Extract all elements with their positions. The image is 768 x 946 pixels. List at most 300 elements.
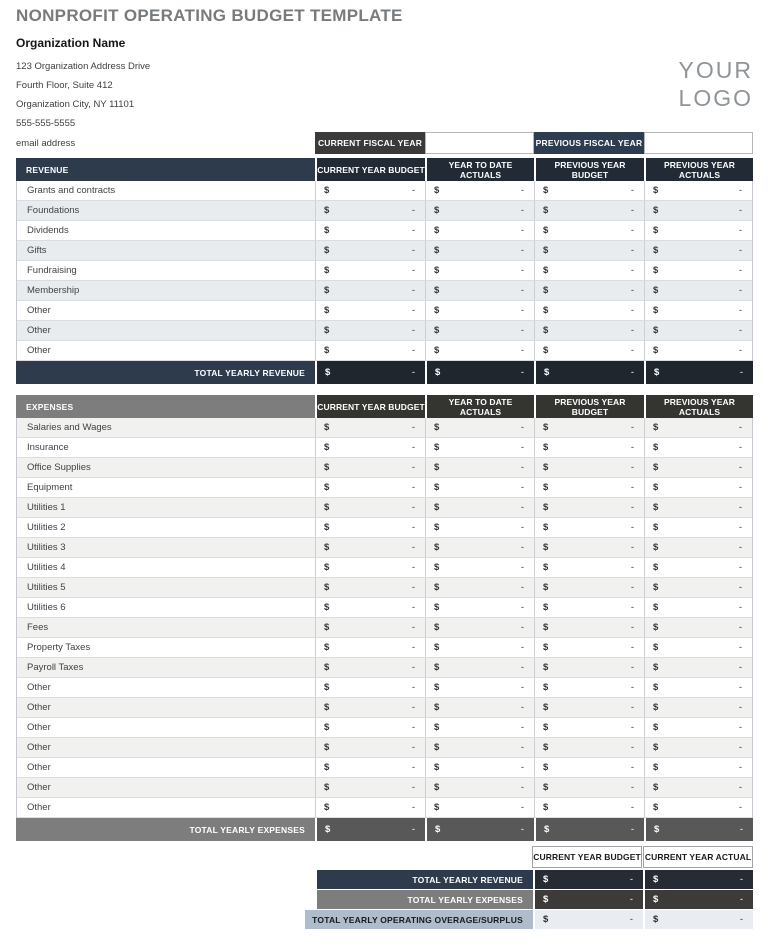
- revenue-amount-cell[interactable]: [534, 201, 644, 220]
- revenue-amount-cell[interactable]: [644, 221, 752, 240]
- revenue-amount-cell[interactable]: [644, 181, 752, 200]
- revenue-amount-cell[interactable]: [425, 221, 534, 240]
- currency-symbol: $: [434, 582, 440, 593]
- currency-symbol: $: [324, 602, 330, 613]
- expenses-row: [17, 498, 752, 518]
- expenses-amount-cell[interactable]: [425, 438, 534, 457]
- expenses-amount-cell[interactable]: [315, 518, 425, 537]
- expenses-amount-cell[interactable]: [644, 778, 752, 797]
- expenses-row-label: Payroll Taxes: [27, 662, 84, 673]
- expenses-amount-cell[interactable]: [534, 498, 644, 517]
- expenses-amount-cell[interactable]: [644, 538, 752, 557]
- current-fiscal-year-label: CURRENT FISCAL YEAR: [315, 132, 425, 154]
- expenses-total-amount-cell: [534, 818, 644, 841]
- empty-amount: -: [411, 345, 415, 356]
- expenses-amount-cell[interactable]: [315, 538, 425, 557]
- currency-symbol: $: [434, 265, 440, 276]
- expenses-amount-cell[interactable]: [644, 498, 752, 517]
- revenue-amount-cell[interactable]: [534, 181, 644, 200]
- empty-amount: -: [630, 205, 634, 216]
- expenses-amount-cell[interactable]: [534, 418, 644, 437]
- previous-fiscal-year-input[interactable]: [644, 132, 753, 154]
- revenue-col-header-current-budget: CURRENT YEAR BUDGET: [315, 158, 425, 181]
- expenses-amount-cell[interactable]: [425, 538, 534, 557]
- empty-amount: -: [738, 502, 742, 513]
- empty-amount: -: [411, 802, 415, 813]
- empty-amount: -: [630, 225, 634, 236]
- revenue-amount-cell[interactable]: [534, 281, 644, 300]
- empty-amount: -: [630, 325, 634, 336]
- revenue-amount-cell[interactable]: [315, 281, 425, 300]
- organization-phone: 555-555-5555: [16, 118, 76, 129]
- currency-symbol: $: [324, 802, 330, 813]
- revenue-row: [17, 341, 752, 361]
- revenue-body: [16, 181, 753, 361]
- expenses-amount-cell[interactable]: [644, 618, 752, 637]
- fiscal-year-row: [16, 132, 753, 154]
- revenue-amount-cell[interactable]: [644, 301, 752, 320]
- revenue-total-row: [16, 361, 753, 384]
- currency-symbol: $: [434, 622, 440, 633]
- logo-placeholder: [679, 56, 753, 112]
- expenses-amount-cell[interactable]: [644, 638, 752, 657]
- expenses-amount-cell[interactable]: [534, 538, 644, 557]
- empty-amount: -: [520, 205, 524, 216]
- expenses-row: [17, 778, 752, 798]
- currency-symbol: $: [653, 662, 659, 673]
- empty-amount: -: [520, 562, 524, 573]
- summary-row-total-expenses: [16, 890, 753, 910]
- currency-symbol: $: [434, 742, 440, 753]
- expenses-amount-cell[interactable]: [425, 658, 534, 677]
- revenue-amount-cell[interactable]: [315, 221, 425, 240]
- revenue-col-header-previous-budget: PREVIOUS YEAR BUDGET: [534, 158, 644, 181]
- revenue-row: [17, 261, 752, 281]
- revenue-row: [17, 281, 752, 301]
- empty-amount: -: [411, 742, 415, 753]
- currency-symbol: $: [325, 367, 331, 378]
- expenses-amount-cell[interactable]: [644, 798, 752, 817]
- expenses-amount-cell[interactable]: [315, 798, 425, 817]
- empty-amount: -: [738, 642, 742, 653]
- expenses-section-header: EXPENSES: [16, 395, 315, 418]
- previous-fiscal-year-label: PREVIOUS FISCAL YEAR: [534, 132, 644, 154]
- expenses-amount-cell[interactable]: [534, 598, 644, 617]
- currency-symbol: $: [434, 442, 440, 453]
- expenses-amount-cell[interactable]: [644, 698, 752, 717]
- currency-symbol: $: [543, 285, 549, 296]
- empty-amount: -: [739, 367, 743, 378]
- empty-amount: -: [630, 522, 634, 533]
- empty-amount: -: [739, 914, 743, 925]
- expenses-amount-cell[interactable]: [425, 758, 534, 777]
- revenue-row: [17, 301, 752, 321]
- empty-amount: -: [411, 642, 415, 653]
- revenue-amount-cell[interactable]: [644, 241, 752, 260]
- expenses-amount-cell[interactable]: [315, 718, 425, 737]
- expenses-amount-cell[interactable]: [534, 618, 644, 637]
- empty-amount: -: [738, 245, 742, 256]
- empty-amount: -: [629, 914, 633, 925]
- currency-symbol: $: [434, 185, 440, 196]
- expenses-amount-cell[interactable]: [644, 718, 752, 737]
- revenue-section-header: REVENUE: [16, 158, 315, 181]
- expenses-amount-cell[interactable]: [315, 758, 425, 777]
- empty-amount: -: [520, 367, 524, 378]
- expenses-amount-cell[interactable]: [534, 738, 644, 757]
- expenses-amount-cell[interactable]: [425, 518, 534, 537]
- revenue-amount-cell[interactable]: [644, 281, 752, 300]
- expenses-amount-cell[interactable]: [534, 678, 644, 697]
- expenses-amount-cell[interactable]: [534, 518, 644, 537]
- revenue-amount-cell[interactable]: [534, 261, 644, 280]
- empty-amount: -: [520, 742, 524, 753]
- empty-amount: -: [520, 824, 524, 835]
- currency-symbol: $: [324, 245, 330, 256]
- currency-symbol: $: [434, 682, 440, 693]
- summary-row-total-revenue: [16, 870, 753, 890]
- expenses-table: [16, 395, 753, 841]
- expenses-amount-cell[interactable]: [644, 478, 752, 497]
- expenses-amount-cell[interactable]: [534, 698, 644, 717]
- expenses-row: [17, 478, 752, 498]
- currency-symbol: $: [325, 824, 331, 835]
- empty-amount: -: [739, 824, 743, 835]
- currency-symbol: $: [653, 602, 659, 613]
- expenses-amount-cell[interactable]: [644, 658, 752, 677]
- empty-amount: -: [630, 345, 634, 356]
- revenue-total-amount-cell: [425, 361, 534, 384]
- expenses-amount-cell[interactable]: [425, 738, 534, 757]
- expenses-amount-cell[interactable]: [425, 458, 534, 477]
- expenses-amount-cell[interactable]: [644, 558, 752, 577]
- revenue-amount-cell[interactable]: [425, 281, 534, 300]
- expenses-row-label: Other: [27, 682, 51, 693]
- empty-amount: -: [630, 422, 634, 433]
- currency-symbol: $: [653, 345, 659, 356]
- currency-symbol: $: [544, 367, 550, 378]
- empty-amount: -: [520, 662, 524, 673]
- empty-amount: -: [411, 762, 415, 773]
- empty-amount: -: [630, 285, 634, 296]
- expenses-amount-cell[interactable]: [425, 638, 534, 657]
- expenses-amount-cell[interactable]: [425, 498, 534, 517]
- currency-symbol: $: [543, 482, 549, 493]
- expenses-amount-cell[interactable]: [534, 758, 644, 777]
- expenses-amount-cell[interactable]: [315, 658, 425, 677]
- empty-amount: -: [738, 702, 742, 713]
- empty-amount: -: [520, 325, 524, 336]
- expenses-col-header-ytd-actuals: YEAR TO DATE ACTUALS: [425, 395, 534, 418]
- currency-symbol: $: [434, 762, 440, 773]
- currency-symbol: $: [653, 245, 659, 256]
- expenses-amount-cell[interactable]: [425, 798, 534, 817]
- revenue-amount-cell[interactable]: [425, 321, 534, 340]
- expenses-amount-cell[interactable]: [644, 578, 752, 597]
- organization-address-line1: 123 Organization Address Drive: [16, 61, 151, 72]
- revenue-amount-cell[interactable]: [534, 301, 644, 320]
- expenses-amount-cell[interactable]: [315, 458, 425, 477]
- currency-symbol: $: [543, 802, 549, 813]
- empty-amount: -: [411, 205, 415, 216]
- expenses-amount-cell[interactable]: [315, 418, 425, 437]
- currency-symbol: $: [543, 245, 549, 256]
- expenses-amount-cell[interactable]: [644, 418, 752, 437]
- expenses-amount-cell[interactable]: [315, 558, 425, 577]
- revenue-amount-cell[interactable]: [534, 221, 644, 240]
- currency-symbol: $: [324, 622, 330, 633]
- empty-amount: -: [520, 225, 524, 236]
- expenses-row-label: Utilities 4: [27, 562, 66, 573]
- revenue-amount-cell[interactable]: [315, 241, 425, 260]
- currency-symbol: $: [543, 642, 549, 653]
- revenue-total-label: TOTAL YEARLY REVENUE: [16, 361, 315, 384]
- current-fiscal-year-input[interactable]: [425, 132, 534, 154]
- empty-amount: -: [738, 285, 742, 296]
- currency-symbol: $: [653, 894, 659, 905]
- currency-symbol: $: [543, 422, 549, 433]
- revenue-row-label: Grants and contracts: [27, 185, 116, 196]
- currency-symbol: $: [434, 205, 440, 216]
- empty-amount: -: [738, 722, 742, 733]
- expenses-row: [17, 558, 752, 578]
- expenses-row: [17, 418, 752, 438]
- currency-symbol: $: [543, 325, 549, 336]
- expenses-row-label: Utilities 5: [27, 582, 66, 593]
- currency-symbol: $: [653, 462, 659, 473]
- expenses-amount-cell[interactable]: [644, 518, 752, 537]
- revenue-total-amount-cell: [534, 361, 644, 384]
- empty-amount: -: [411, 622, 415, 633]
- revenue-row-label: Foundations: [27, 205, 80, 216]
- expenses-amount-cell[interactable]: [534, 478, 644, 497]
- empty-amount: -: [738, 662, 742, 673]
- revenue-row-label: Gifts: [27, 245, 47, 256]
- empty-amount: -: [739, 874, 743, 885]
- revenue-row-label: Membership: [27, 285, 80, 296]
- expenses-amount-cell[interactable]: [534, 718, 644, 737]
- empty-amount: -: [411, 185, 415, 196]
- currency-symbol: $: [324, 502, 330, 513]
- empty-amount: -: [520, 502, 524, 513]
- expenses-amount-cell[interactable]: [425, 478, 534, 497]
- empty-amount: -: [738, 582, 742, 593]
- currency-symbol: $: [543, 782, 549, 793]
- expenses-amount-cell[interactable]: [425, 558, 534, 577]
- empty-amount: -: [520, 582, 524, 593]
- expenses-amount-cell[interactable]: [534, 558, 644, 577]
- empty-amount: -: [630, 642, 634, 653]
- summary-row-overage-surplus: [16, 910, 753, 930]
- expenses-row: [17, 718, 752, 738]
- empty-amount: -: [411, 562, 415, 573]
- expenses-row-label: Utilities 3: [27, 542, 66, 553]
- revenue-amount-cell[interactable]: [315, 321, 425, 340]
- expenses-amount-cell[interactable]: [644, 458, 752, 477]
- empty-amount: -: [630, 762, 634, 773]
- expenses-amount-cell[interactable]: [425, 418, 534, 437]
- empty-amount: -: [738, 742, 742, 753]
- currency-symbol: $: [543, 762, 549, 773]
- revenue-amount-cell[interactable]: [534, 341, 644, 360]
- currency-symbol: $: [653, 482, 659, 493]
- currency-symbol: $: [543, 894, 549, 905]
- currency-symbol: $: [434, 245, 440, 256]
- expenses-row: [17, 698, 752, 718]
- empty-amount: -: [630, 802, 634, 813]
- revenue-total-amount-cell: [315, 361, 425, 384]
- currency-symbol: $: [543, 185, 549, 196]
- expenses-row: [17, 738, 752, 758]
- empty-amount: -: [738, 305, 742, 316]
- empty-amount: -: [520, 245, 524, 256]
- revenue-row-label: Fundraising: [27, 265, 77, 276]
- empty-amount: -: [411, 225, 415, 236]
- empty-amount: -: [738, 522, 742, 533]
- currency-symbol: $: [654, 824, 660, 835]
- expenses-amount-cell[interactable]: [534, 578, 644, 597]
- empty-amount: -: [738, 185, 742, 196]
- revenue-amount-cell[interactable]: [425, 201, 534, 220]
- currency-symbol: $: [543, 914, 549, 925]
- empty-amount: -: [520, 305, 524, 316]
- empty-amount: -: [630, 702, 634, 713]
- revenue-amount-cell[interactable]: [315, 201, 425, 220]
- empty-amount: -: [411, 502, 415, 513]
- currency-symbol: $: [653, 502, 659, 513]
- revenue-amount-cell[interactable]: [644, 201, 752, 220]
- expenses-amount-cell[interactable]: [315, 778, 425, 797]
- currency-symbol: $: [654, 367, 660, 378]
- revenue-amount-cell[interactable]: [534, 241, 644, 260]
- revenue-amount-cell[interactable]: [315, 261, 425, 280]
- expenses-row-label: Other: [27, 702, 51, 713]
- expenses-amount-cell[interactable]: [315, 498, 425, 517]
- empty-amount: -: [411, 682, 415, 693]
- expenses-row-label: Office Supplies: [27, 462, 91, 473]
- empty-amount: -: [738, 542, 742, 553]
- currency-symbol: $: [324, 185, 330, 196]
- expenses-amount-cell[interactable]: [425, 678, 534, 697]
- currency-symbol: $: [434, 602, 440, 613]
- expenses-row-label: Utilities 1: [27, 502, 66, 513]
- expenses-amount-cell[interactable]: [315, 438, 425, 457]
- empty-amount: -: [520, 702, 524, 713]
- revenue-amount-cell[interactable]: [425, 261, 534, 280]
- revenue-table: [16, 158, 753, 384]
- currency-symbol: $: [653, 522, 659, 533]
- revenue-row-label: Other: [27, 305, 51, 316]
- expenses-amount-cell[interactable]: [315, 698, 425, 717]
- expenses-amount-cell[interactable]: [534, 438, 644, 457]
- empty-amount: -: [411, 482, 415, 493]
- expenses-amount-cell[interactable]: [315, 638, 425, 657]
- empty-amount: -: [630, 482, 634, 493]
- expenses-amount-cell[interactable]: [315, 738, 425, 757]
- revenue-amount-cell[interactable]: [644, 321, 752, 340]
- currency-symbol: $: [324, 462, 330, 473]
- empty-amount: -: [411, 422, 415, 433]
- currency-symbol: $: [543, 662, 549, 673]
- revenue-amount-cell[interactable]: [425, 301, 534, 320]
- currency-symbol: $: [543, 682, 549, 693]
- currency-symbol: $: [653, 442, 659, 453]
- expenses-row-label: Other: [27, 762, 51, 773]
- email-address-label: email address: [16, 137, 76, 149]
- revenue-amount-cell[interactable]: [315, 181, 425, 200]
- expenses-amount-cell[interactable]: [425, 778, 534, 797]
- expenses-amount-cell[interactable]: [534, 658, 644, 677]
- revenue-amount-cell[interactable]: [315, 341, 425, 360]
- expenses-row-label: Equipment: [27, 482, 73, 493]
- currency-symbol: $: [543, 742, 549, 753]
- expenses-amount-cell[interactable]: [315, 618, 425, 637]
- expenses-amount-cell[interactable]: [315, 478, 425, 497]
- empty-amount: -: [630, 305, 634, 316]
- currency-symbol: $: [543, 702, 549, 713]
- expenses-amount-cell[interactable]: [425, 598, 534, 617]
- currency-symbol: $: [653, 305, 659, 316]
- expenses-amount-cell[interactable]: [425, 718, 534, 737]
- organization-name: Organization Name: [16, 36, 126, 50]
- expenses-amount-cell[interactable]: [315, 578, 425, 597]
- currency-symbol: $: [543, 205, 549, 216]
- expenses-amount-cell[interactable]: [644, 678, 752, 697]
- currency-symbol: $: [434, 325, 440, 336]
- expenses-amount-cell[interactable]: [425, 698, 534, 717]
- empty-amount: -: [411, 285, 415, 296]
- revenue-amount-cell[interactable]: [425, 341, 534, 360]
- currency-symbol: $: [543, 305, 549, 316]
- expenses-amount-cell[interactable]: [534, 778, 644, 797]
- expenses-amount-cell[interactable]: [534, 458, 644, 477]
- expenses-amount-cell[interactable]: [315, 678, 425, 697]
- expenses-amount-cell[interactable]: [534, 638, 644, 657]
- expenses-amount-cell[interactable]: [644, 758, 752, 777]
- currency-symbol: $: [434, 722, 440, 733]
- expenses-amount-cell[interactable]: [644, 738, 752, 757]
- revenue-col-header-previous-actuals: PREVIOUS YEAR ACTUALS: [644, 158, 753, 181]
- expenses-total-amount-cell: [644, 818, 753, 841]
- currency-symbol: $: [653, 742, 659, 753]
- currency-symbol: $: [653, 914, 659, 925]
- empty-amount: -: [739, 894, 743, 905]
- expenses-amount-cell[interactable]: [315, 598, 425, 617]
- revenue-amount-cell[interactable]: [315, 301, 425, 320]
- empty-amount: -: [738, 442, 742, 453]
- expenses-amount-cell[interactable]: [534, 798, 644, 817]
- expenses-amount-cell[interactable]: [644, 438, 752, 457]
- expenses-amount-cell[interactable]: [425, 578, 534, 597]
- currency-symbol: $: [324, 522, 330, 533]
- currency-symbol: $: [653, 702, 659, 713]
- expenses-amount-cell[interactable]: [425, 618, 534, 637]
- currency-symbol: $: [543, 874, 549, 885]
- currency-symbol: $: [653, 185, 659, 196]
- expenses-row: [17, 758, 752, 778]
- summary-total-expenses-budget-cell: [533, 890, 643, 909]
- revenue-amount-cell[interactable]: [644, 261, 752, 280]
- revenue-amount-cell[interactable]: [534, 321, 644, 340]
- revenue-amount-cell[interactable]: [644, 341, 752, 360]
- revenue-amount-cell[interactable]: [425, 241, 534, 260]
- expenses-col-header-current-budget: CURRENT YEAR BUDGET: [315, 395, 425, 418]
- revenue-amount-cell[interactable]: [425, 181, 534, 200]
- empty-amount: -: [630, 582, 634, 593]
- revenue-row: [17, 221, 752, 241]
- revenue-row: [17, 321, 752, 341]
- expenses-amount-cell[interactable]: [644, 598, 752, 617]
